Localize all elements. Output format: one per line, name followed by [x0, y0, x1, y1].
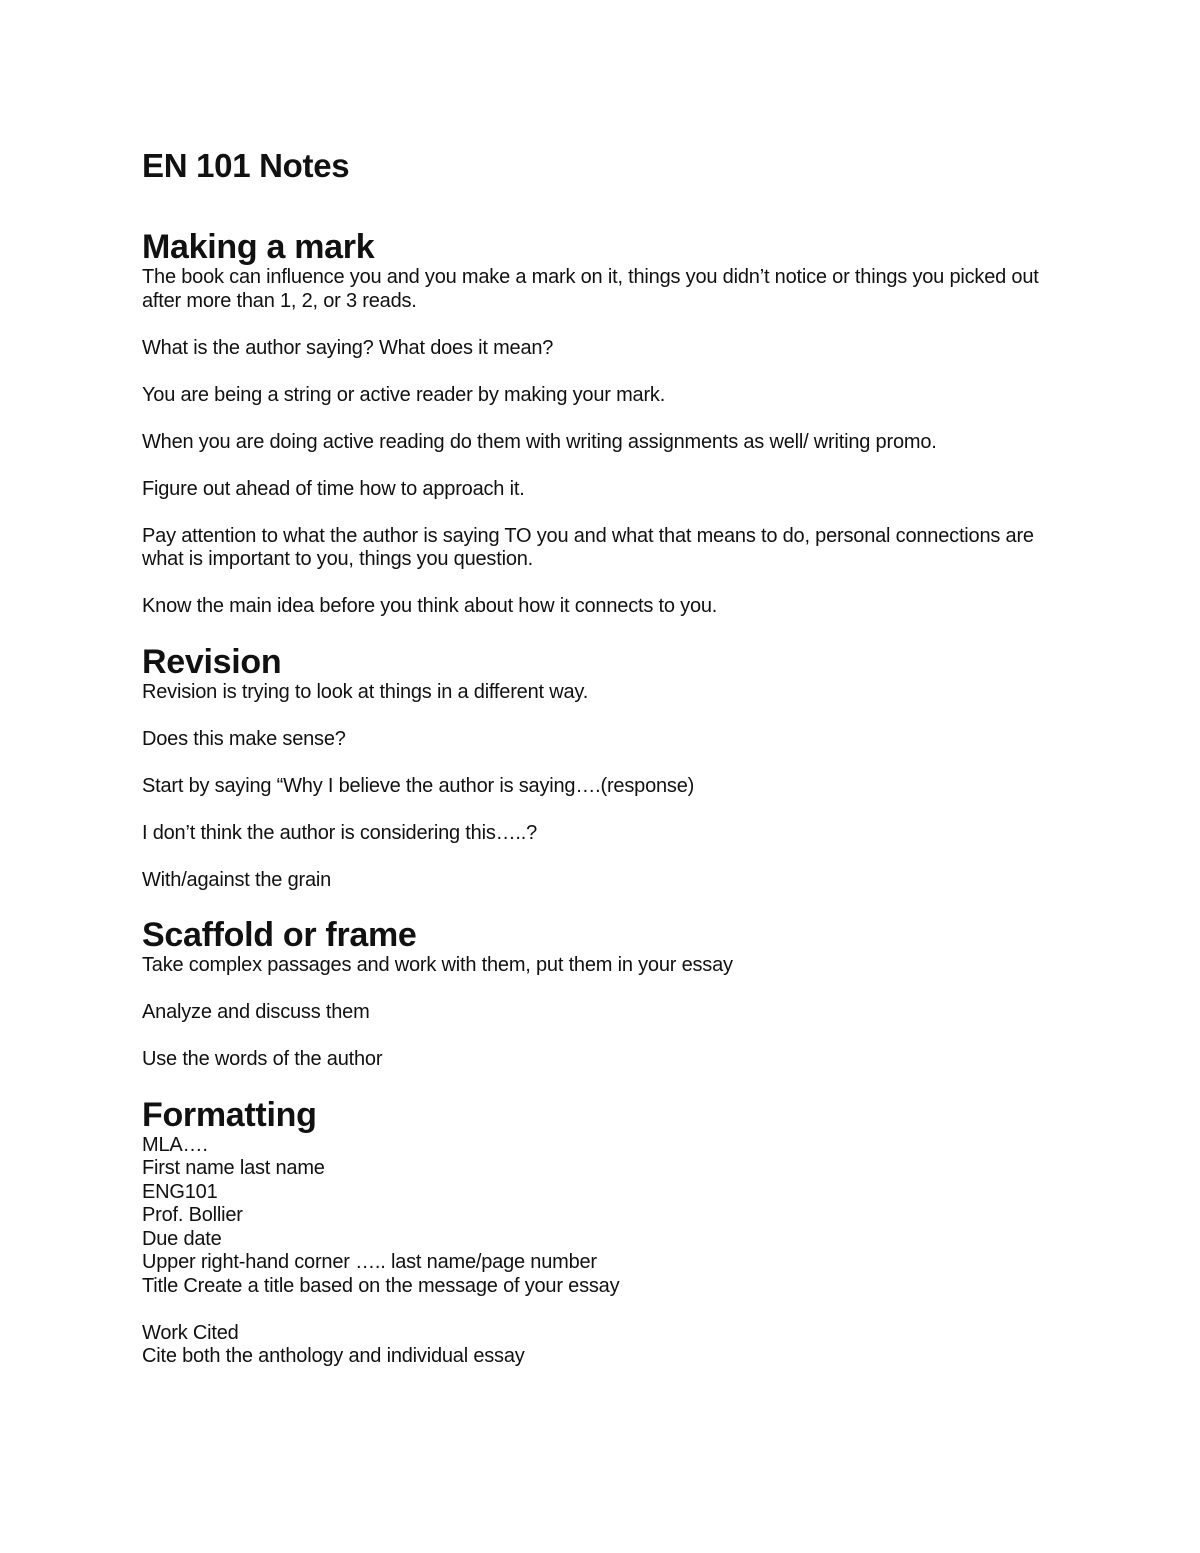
paragraph: Revision is trying to look at things in a different way. — [142, 680, 589, 703]
page-title: EN 101 Notes — [142, 147, 350, 184]
section-making-a-mark — [142, 228, 1072, 619]
format-line: Cite both the anthology and individual essay — [142, 1345, 525, 1367]
paragraph: When you are doing active reading do them with writing assignments as well/ writing promo. — [142, 430, 937, 453]
paragraph: Start by saying “Why I believe the author is saying….(response) — [142, 774, 695, 797]
format-line: MLA…. — [142, 1133, 208, 1156]
paragraph: The book can influence you and you make a mark on it, things you didn’t notice or things you picked out after more than 1, 2, or 3 reads. — [142, 266, 1039, 312]
document-page — [142, 140, 1072, 1369]
format-line: Upper right-hand corner ….. last name/page number — [142, 1251, 597, 1273]
section-heading: Scaffold or frame — [142, 916, 417, 954]
paragraph: Analyze and discuss them — [142, 1001, 370, 1023]
format-line: Prof. Bollier — [142, 1204, 243, 1226]
section-heading: Formatting — [142, 1095, 317, 1134]
paragraph: Know the main idea before you think about how it connects to you. — [142, 595, 718, 617]
section-formatting — [142, 1096, 1072, 1369]
format-line: First name last name — [142, 1157, 325, 1179]
section-scaffold-or-frame — [142, 916, 1072, 1072]
section-heading: Revision — [142, 642, 282, 681]
format-line: ENG101 — [142, 1180, 218, 1203]
paragraph: Does this make sense? — [142, 727, 346, 750]
spacer — [142, 1298, 1072, 1322]
paragraph: Figure out ahead of time how to approach it. — [142, 477, 525, 500]
paragraph: Use the words of the author — [142, 1048, 383, 1070]
paragraph: With/against the grain — [142, 868, 332, 891]
paragraph: You are being a string or active reader by making your mark. — [142, 383, 666, 406]
paragraph: I don’t think the author is considering this…..? — [142, 821, 538, 844]
paragraph: Pay attention to what the author is saying TO you and what that means to do, personal connections are what is important to you, things you question. — [142, 524, 1034, 570]
section-revision — [142, 643, 1072, 893]
paragraph: What is the author saying? What does it mean? — [142, 336, 554, 359]
format-line: Work Cited — [142, 1321, 239, 1344]
paragraph: Take complex passages and work with them, put them in your essay — [142, 954, 733, 976]
format-line: Title Create a title based on the message of your essay — [142, 1274, 620, 1297]
format-line: Due date — [142, 1227, 222, 1250]
section-heading: Making a mark — [142, 228, 375, 266]
